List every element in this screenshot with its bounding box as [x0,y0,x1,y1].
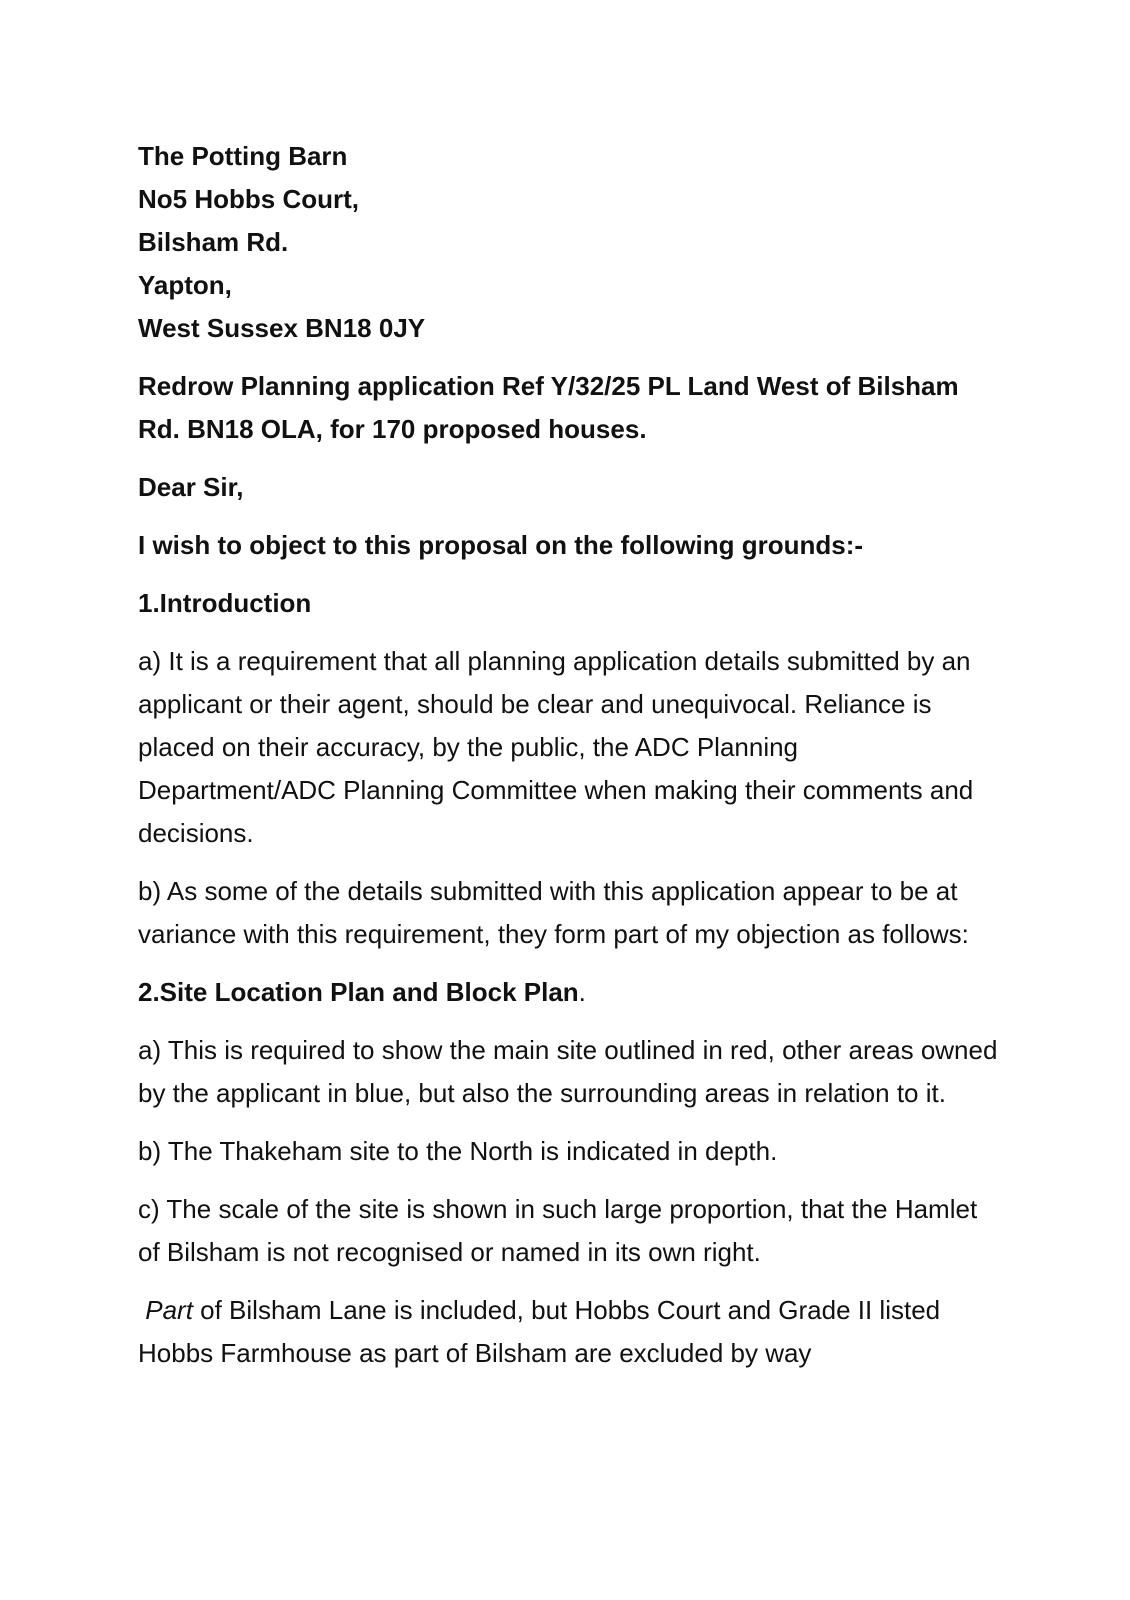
section-heading-line [138,971,998,1014]
salutation: Dear Sir, [138,472,244,502]
paragraph: c) The scale of the site is shown in such large proportion, that the Hamlet of Bilsham is not recognised or named in its own right. [138,1194,978,1267]
letter-page [138,135,998,1375]
opening-statement: I wish to object to this proposal on the following grounds:- [138,530,864,560]
italic-word: Part [145,1295,193,1325]
subject-line: Redrow Planning application Ref Y/32/25 PL Land West of Bilsham Rd. BN18 OLA, for 170 proposed houses. [138,371,959,444]
paragraph-text: of Bilsham Lane is included, but Hobbs Court and Grade II listed Hobbs Farmhouse as part of Bilsham are excluded by way [138,1295,941,1368]
section-heading: 1.Introduction [138,588,312,618]
address-line: West Sussex BN18 0JY [138,313,426,343]
paragraph: b) The Thakeham site to the North is indicated in depth. [138,1136,778,1166]
paragraph: a) It is a requirement that all planning application details submitted by an applicant or their agent, should be clear and unequivocal. Reliance is placed on their accuracy, by the public, the ADC Planning Department/ADC Planning Committee when making their comments and decisions. [138,646,974,848]
heading-suffix: . [578,977,586,1007]
sender-address [138,135,998,350]
address-line: No5 Hobbs Court, [138,184,359,214]
paragraph: b) As some of the details submitted with this application appear to be at variance with this requirement, they form part of my objection as follows: [138,876,969,949]
section-heading: 2.Site Location Plan and Block Plan [138,977,579,1007]
address-line: The Potting Barn [138,141,348,171]
address-line: Yapton, [138,270,232,300]
paragraph: a) This is required to show the main site outlined in red, other areas owned by the applicant in blue, but also the surrounding areas in relation to it. [138,1035,998,1108]
paragraph [138,1289,998,1375]
address-line: Bilsham Rd. [138,227,289,257]
